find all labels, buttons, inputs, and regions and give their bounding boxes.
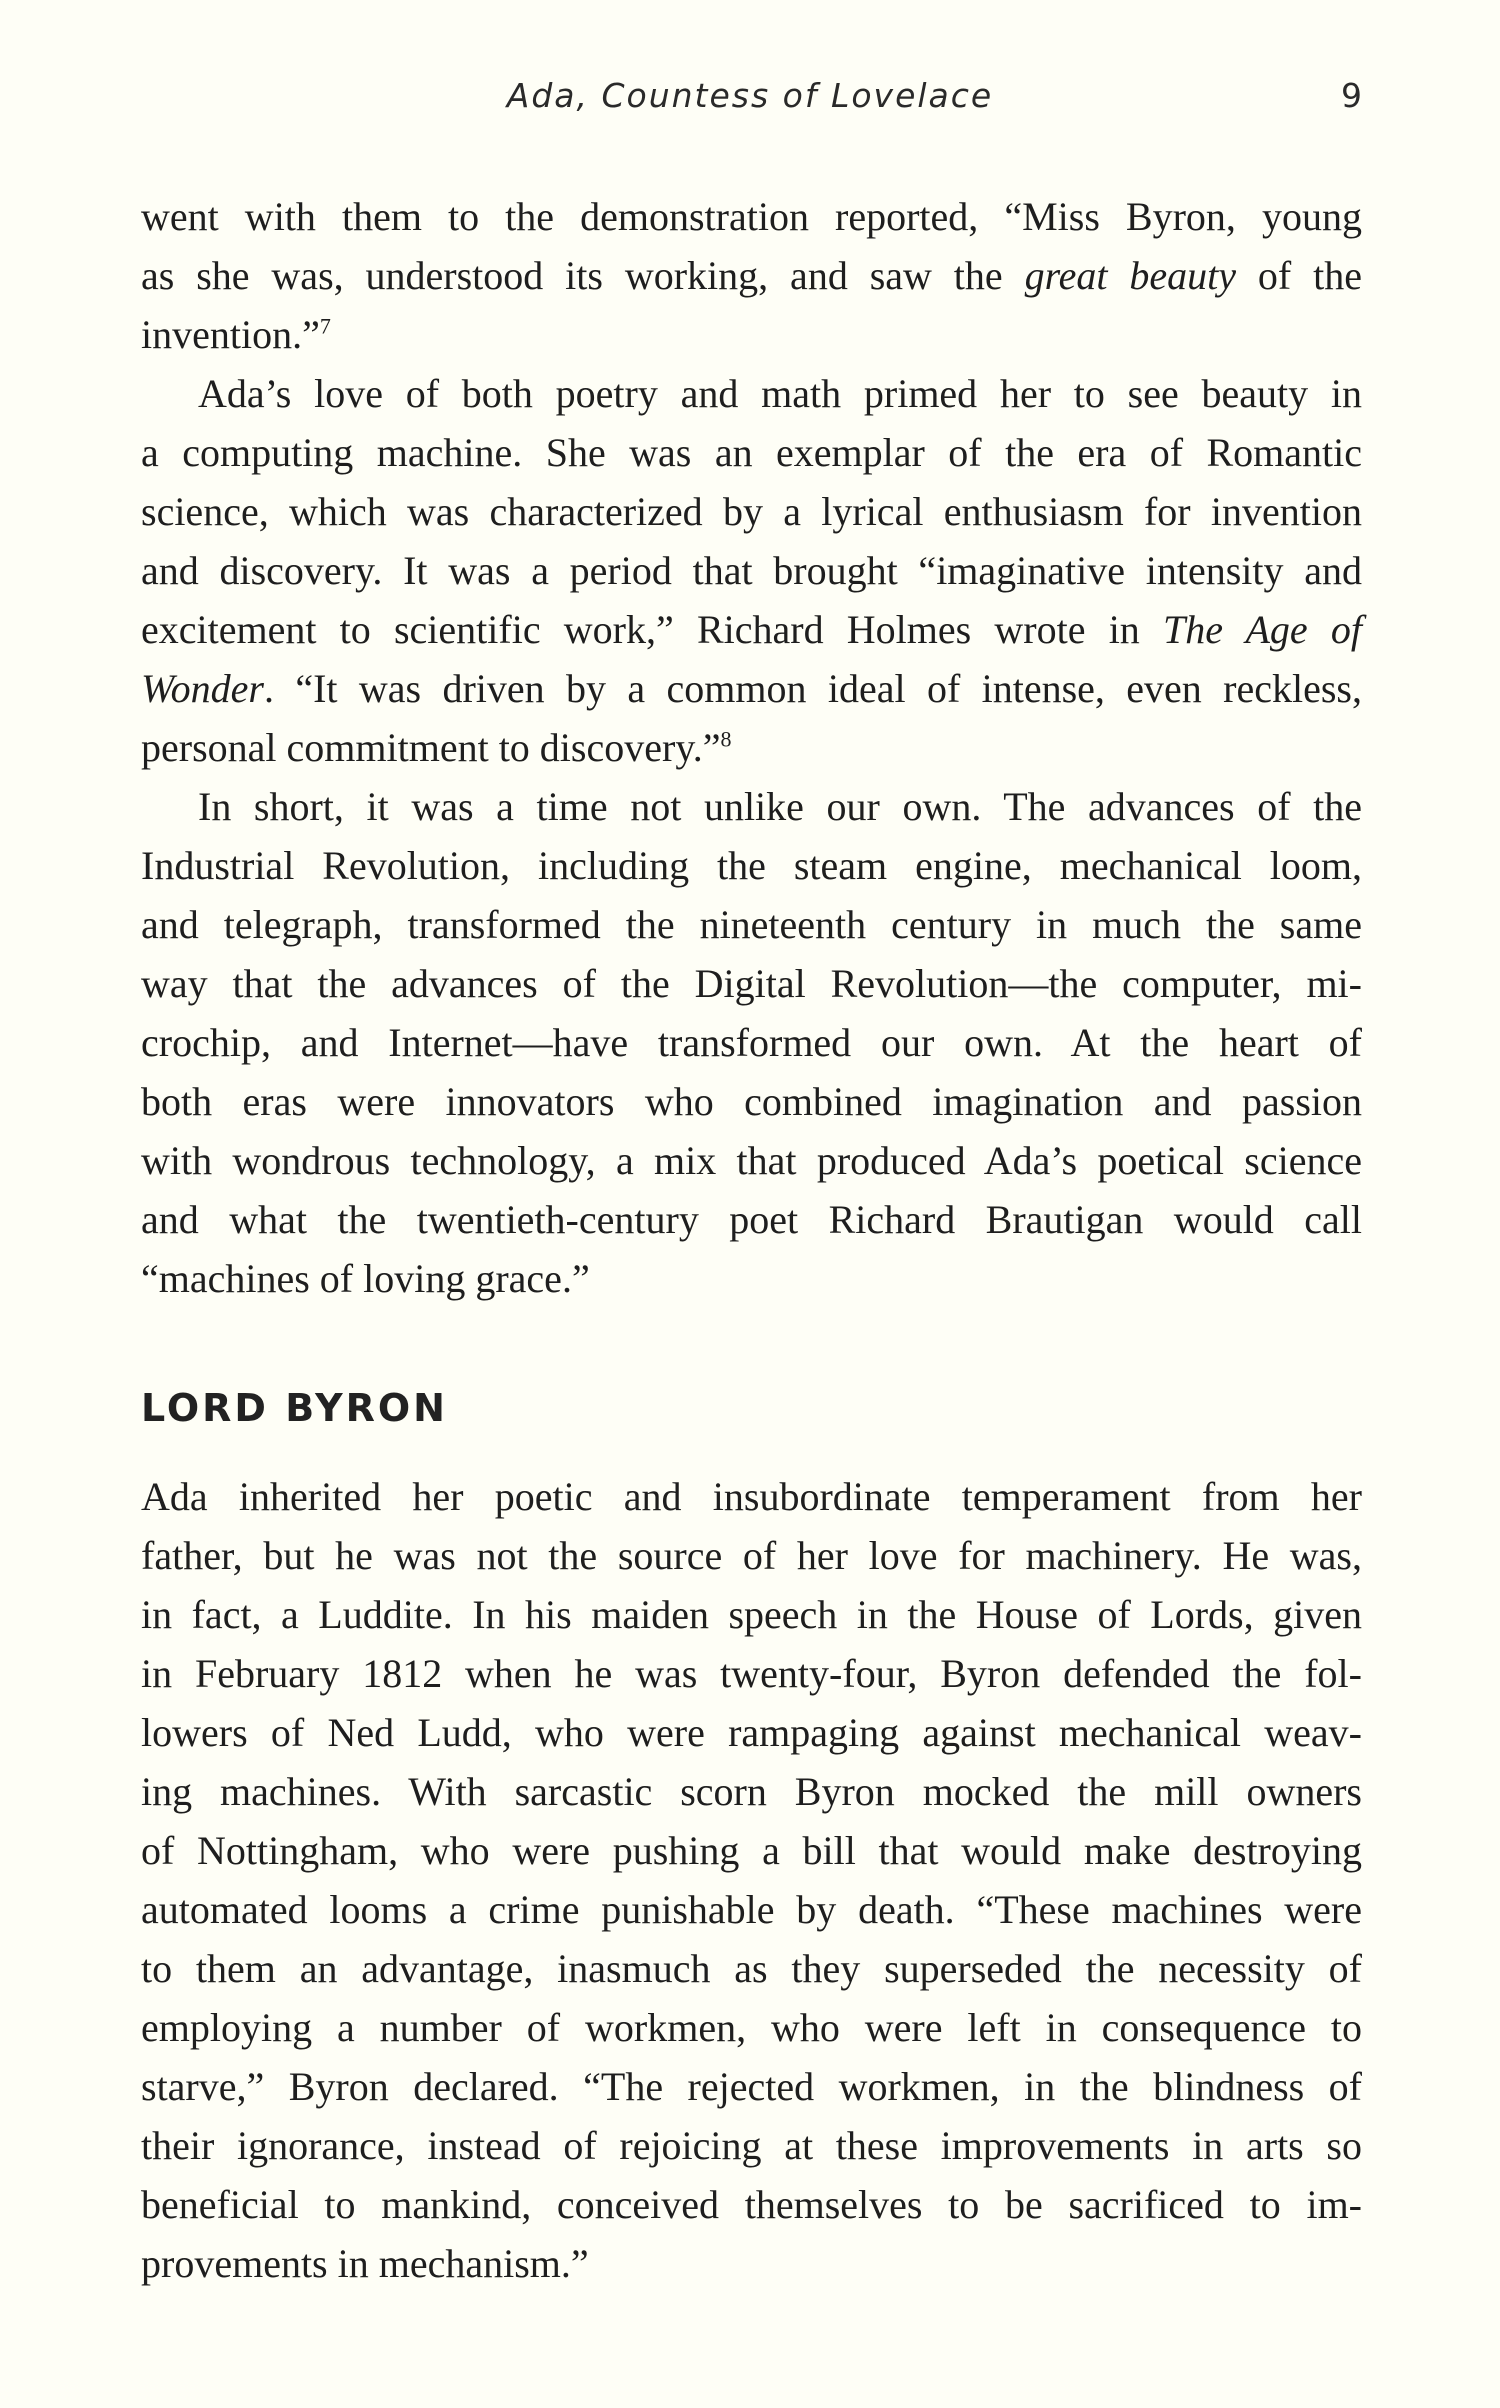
text-line: their ignorance, instead of rejoicing at these improvements in arts so — [141, 2123, 1362, 2168]
body-text-section-1 — [141, 187, 1362, 1308]
text-line: of Nottingham, who were pushing a bill that would make destroying — [141, 1828, 1362, 1873]
book-title: Wonder — [141, 666, 264, 711]
text-line: and what the twentieth-century poet Richard Brautigan would call — [141, 1197, 1362, 1242]
text-line: to them an advantage, inasmuch as they superseded the necessity of — [141, 1946, 1362, 1991]
text-line: personal commitment to discovery.”$^8$ — [141, 725, 732, 770]
text-line: in February 1812 when he was twenty-four, Byron defended the fol- — [141, 1651, 1362, 1696]
text-line: Ada inherited her poetic and insubordinate temperament from her — [141, 1474, 1362, 1519]
text-line: “machines of loving grace.” — [141, 1256, 590, 1301]
text-line: Industrial Revolution, including the steam engine, mechanical loom, — [141, 843, 1362, 888]
text-line: crochip, and Internet—have transformed our own. At the heart of — [141, 1020, 1362, 1065]
text-line: excitement to scientific work,” Richard Holmes wrote in The Age of — [141, 607, 1362, 652]
book-title: The Age of — [1163, 607, 1362, 652]
page-number: 9 — [1341, 76, 1362, 115]
text-line: ing machines. With sarcastic scorn Byron mocked the mill owners — [141, 1769, 1362, 1814]
text-line: automated looms a crime punishable by death. “These machines were — [141, 1887, 1362, 1932]
text-line: lowers of Ned Ludd, who were rampaging against mechanical weav- — [141, 1710, 1362, 1755]
text-line: employing a number of workmen, who were left in consequence to — [141, 2005, 1362, 2050]
text-line: father, but he was not the source of her love for machinery. He was, — [141, 1533, 1362, 1578]
text-line: a computing machine. She was an exemplar of the era of Romantic — [141, 430, 1362, 475]
text-line: both eras were innovators who combined imagination and passion — [141, 1079, 1362, 1124]
text-line: and discovery. It was a period that brought “imaginative intensity and — [141, 548, 1362, 593]
text-line: in fact, a Luddite. In his maiden speech in the House of Lords, given — [141, 1592, 1362, 1637]
footnote-ref: 7 — [319, 313, 331, 339]
text-line: way that the advances of the Digital Revolution—the computer, mi- — [141, 961, 1362, 1006]
text-line: science, which was characterized by a lyrical enthusiasm for invention — [141, 489, 1362, 534]
text-line: as she was, understood its working, and saw the great beauty of the — [141, 253, 1362, 298]
text-line: invention.”$^7$ — [141, 312, 331, 357]
running-title: Ada, Countess of Lovelace — [506, 76, 994, 115]
body-text-section-2 — [141, 1467, 1362, 2293]
text-line: went with them to the demonstration reported, “Miss Byron, young — [141, 194, 1362, 239]
footnote-ref: 8 — [720, 726, 732, 752]
text-line: In short, it was a time not unlike our own. The advances of the — [198, 784, 1362, 829]
text-line: and telegraph, transformed the nineteenth century in much the same — [141, 902, 1362, 947]
text-line: Wonder. “It was driven by a common ideal of intense, even reckless, — [141, 666, 1362, 711]
text-line: Ada’s love of both poetry and math primed her to see beauty in — [198, 371, 1362, 416]
italic-emphasis: great beauty — [1024, 253, 1237, 298]
text-line: starve,” Byron declared. “The rejected workmen, in the blindness of — [141, 2064, 1362, 2109]
running-head — [0, 76, 1500, 126]
text-line: with wondrous technology, a mix that produced Ada’s poetical science — [141, 1138, 1362, 1183]
text-line: beneficial to mankind, conceived themselves to be sacrificed to im- — [141, 2182, 1362, 2227]
section-heading: LORD BYRON — [141, 1386, 448, 1430]
text-line: provements in mechanism.” — [141, 2241, 589, 2286]
